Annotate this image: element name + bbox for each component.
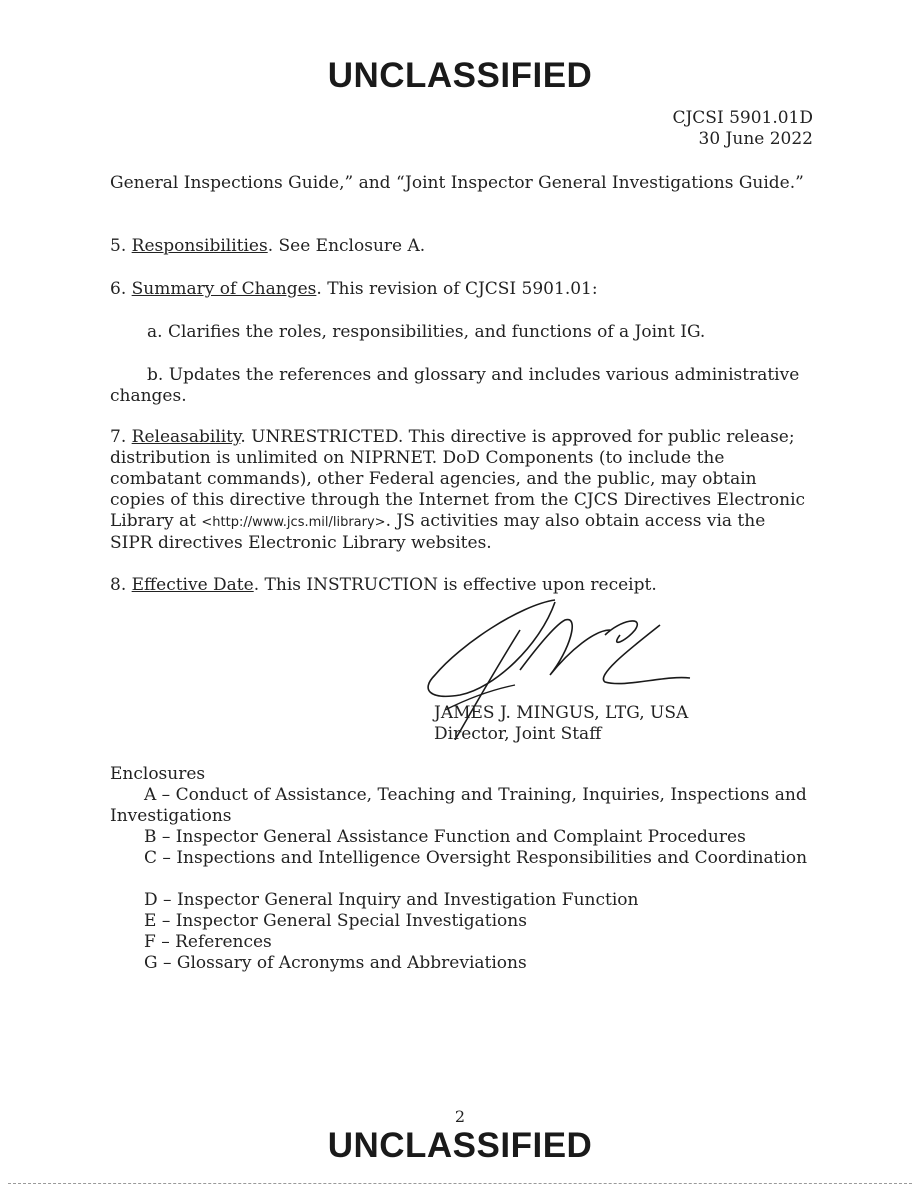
continuation-paragraph: General Inspections Guide,” and “Joint Inspector General Investigations Guide.” [110,173,804,193]
enclosure-item: G – Glossary of Acronyms and Abbreviations [144,953,527,973]
paragraph-5 [110,236,810,257]
para-number: 6. [110,279,127,299]
page-number: 2 [454,1107,466,1126]
para-text: . See Enclosure A. [267,236,426,256]
para-number: 8. [110,575,127,595]
para-text-2: . JS activities may also obtain access via the SIPR directives Electronic Library websites. [110,511,766,553]
para-title: Summary of Changes [131,279,317,299]
para-title: Releasability [131,427,241,447]
enclosure-item: D – Inspector General Inquiry and Investigation Function [144,890,639,910]
enclosure-item: B – Inspector General Assistance Function and Complaint Procedures [144,827,746,847]
paragraph-6 [110,279,810,300]
enclosure-item: F – References [144,932,272,952]
signer-name: JAMES J. MINGUS, LTG, USA [434,703,689,723]
paragraph-6a: a. Clarifies the roles, responsibilities, and functions of a Joint IG. [147,322,706,342]
paragraph-7 [110,427,810,554]
document-date: 30 June 2022 [698,129,813,149]
para-text: . This revision of CJCSI 5901.01: [316,279,598,299]
para-number: 5. [110,236,127,256]
para-title: Responsibilities [131,236,268,256]
para-text: . This INSTRUCTION is effective upon receipt. [253,575,657,595]
classification-banner-top: UNCLASSIFIED [327,56,593,95]
library-url: <http://www.jcs.mil/library> [201,515,386,530]
enclosure-item: C – Inspections and Intelligence Oversight Responsibilities and Coordination [144,848,808,868]
enclosure-item: E – Inspector General Special Investigations [144,911,527,931]
para-text: . UNRESTRICTED. This directive is approved for public release; distribution is unlimited on NIPRNET. DoD Components (to include the combatant commands), other Federal agencies, and the public, may obtain copies of this directive through the Internet from the CJCS Directives Electronic Library at [110,427,806,531]
enclosure-item: A – Conduct of Assistance, Teaching and Training, Inquiries, Inspections and Investigations [110,785,807,826]
para-number: 7. [110,427,127,447]
classification-banner-bottom: UNCLASSIFIED [327,1126,593,1165]
enclosures-heading: Enclosures [110,764,206,784]
paragraph-6b: b. Updates the references and glossary and includes various administrative changes. [110,365,800,406]
document-number: CJCSI 5901.01D [672,108,813,128]
scan-edge-line [8,1183,912,1184]
para-title: Effective Date [131,575,254,595]
signer-title: Director, Joint Staff [434,724,602,744]
